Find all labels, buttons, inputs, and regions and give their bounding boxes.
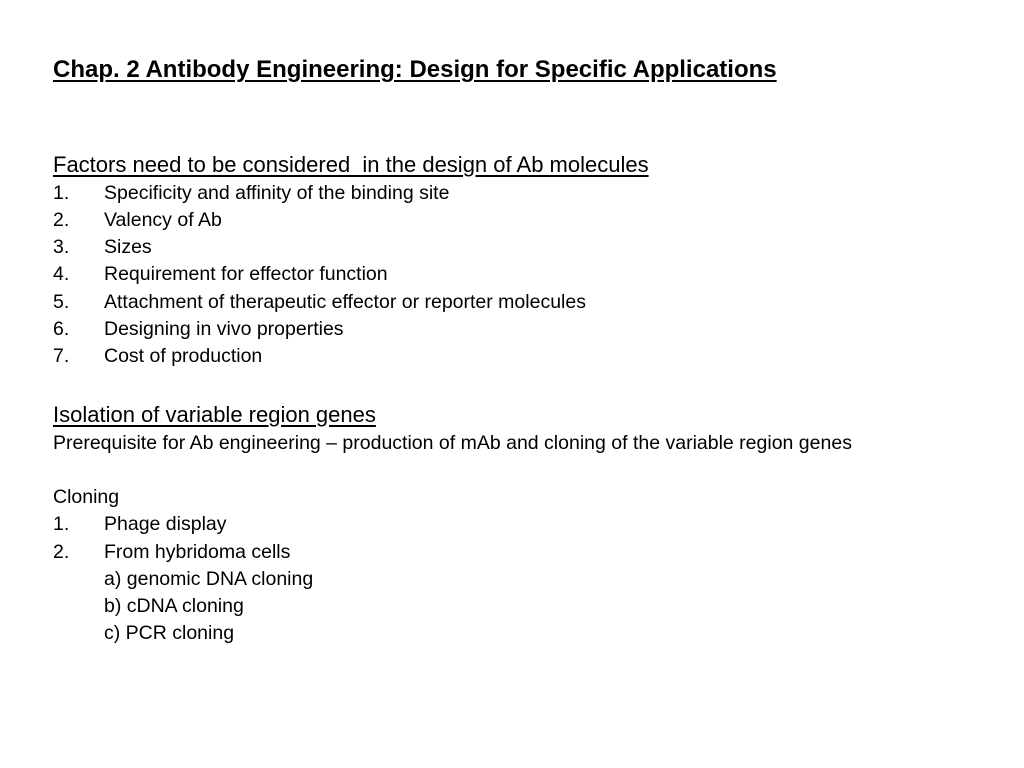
isolation-text: Prerequisite for Ab engineering – production of mAb and cloning of the variable region genes [53, 432, 852, 454]
factor-item-number: 6. [53, 318, 70, 340]
factor-item-7 [53, 347, 262, 367]
factor-item-2 [53, 211, 222, 231]
factor-item-text: Valency of Ab [104, 209, 222, 231]
cloning-item-1 [53, 515, 227, 535]
factor-item-1 [53, 184, 449, 204]
cloning-item-text: From hybridoma cells [104, 541, 291, 563]
factor-item-4 [53, 265, 388, 285]
cloning-label: Cloning [53, 486, 120, 508]
cloning-subitem-b: b) cDNA cloning [104, 595, 244, 617]
factor-item-5 [53, 293, 586, 313]
isolation-heading: Isolation of variable region genes [53, 402, 376, 427]
factor-item-3 [53, 238, 152, 258]
factor-item-number: 3. [53, 236, 70, 258]
cloning-item-number: 1. [53, 513, 70, 535]
factor-item-number: 4. [53, 263, 70, 285]
factor-item-text: Designing in vivo properties [104, 318, 344, 340]
cloning-item-number: 2. [53, 541, 70, 563]
factor-item-6 [53, 320, 344, 340]
cloning-item-text: Phage display [104, 513, 227, 535]
factor-item-number: 1. [53, 182, 70, 204]
factor-item-number: 5. [53, 291, 70, 313]
factor-item-number: 2. [53, 209, 70, 231]
factor-item-text: Cost of production [104, 345, 263, 367]
cloning-item-2 [53, 543, 290, 563]
cloning-subitem-c: c) PCR cloning [104, 622, 235, 644]
factor-item-text: Requirement for effector function [104, 263, 388, 285]
factor-item-text: Specificity and affinity of the binding site [104, 182, 450, 204]
factors-heading: Factors need to be considered in the design of Ab molecules [53, 152, 649, 177]
factor-item-text: Attachment of therapeutic effector or reporter molecules [104, 291, 586, 313]
factor-item-number: 7. [53, 345, 70, 367]
factor-item-text: Sizes [104, 236, 152, 258]
slide-title: Chap. 2 Antibody Engineering: Design for Specific Applications [53, 56, 777, 83]
cloning-subitem-a: a) genomic DNA cloning [104, 568, 314, 590]
